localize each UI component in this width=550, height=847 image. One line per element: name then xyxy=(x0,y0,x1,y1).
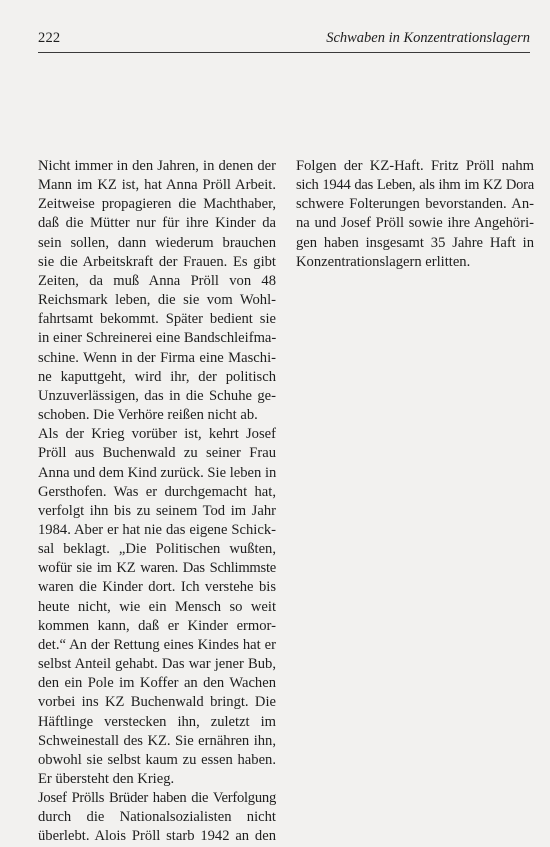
text-line: Folgen der KZ-Haft. Fritz Pröll nahm xyxy=(296,158,534,174)
text-line: Josef Prölls Brüder haben die Verfolgung xyxy=(38,790,276,807)
text-line: überlebt. Alois Pröll starb 1942 an den xyxy=(38,828,276,845)
text-line: durch die Nationalsozialisten nicht xyxy=(38,809,276,826)
text-line: selbst Anteil gehabt. Das war jener Bub, xyxy=(38,656,276,673)
text-line: Reichsmark leben, die sie vom Wohl- xyxy=(38,292,276,309)
text-line: fahrtsamt bekommt. Später bedient sie xyxy=(38,311,276,328)
text-line: waren die Kinder dort. Ich verstehe bis xyxy=(38,579,276,596)
text-line: Gersthofen. Was er durchgemacht hat, xyxy=(38,483,276,500)
text-line: Mann im KZ ist, hat Anna Pröll Arbeit. xyxy=(38,177,276,194)
text-line: Als der Krieg vorüber ist, kehrt Josef xyxy=(38,426,276,443)
text-line: gen haben insgesamt 35 Jahre Haft in xyxy=(296,234,534,251)
text-line: vorbei ins KZ Buchenwald bringt. Die xyxy=(38,694,276,711)
text-line: wofür sie im KZ waren. Das Schlimmste xyxy=(38,560,276,577)
text-line: kommen kann, daß er Kinder ermor- xyxy=(38,617,276,634)
paragraph xyxy=(38,157,276,425)
text-line: heute nicht, wie ein Mensch so weit xyxy=(38,598,276,615)
text-line: Häftlinge verstecken ihn, zuletzt im xyxy=(38,713,276,730)
text-line: Er übersteht den Krieg. xyxy=(38,771,175,787)
text-line: schwere Folterungen bevorstanden. An- xyxy=(296,196,534,213)
paragraph xyxy=(38,425,276,789)
text-line: Konzentrationslagern erlitten. xyxy=(296,253,471,270)
text-line: schoben. Die Verhöre reißen nicht ab. xyxy=(38,407,258,424)
paragraph xyxy=(38,789,276,846)
text-line: verfolgt ihn bis zu seinem Tod im Jahr xyxy=(38,502,276,519)
text-line: Schweinestall des KZ. Sie ernähren ihn, xyxy=(38,732,276,749)
text-line: 1984. Aber er hat nie das eigene Schick- xyxy=(38,521,276,538)
paragraph xyxy=(296,157,534,272)
text-line: schine. Wenn in der Firma eine Maschi- xyxy=(38,349,276,366)
text-line: daß die Mütter nur für ihre Kinder da xyxy=(38,215,276,232)
text-line: obwohl sie selbst kaum zu essen haben. xyxy=(38,751,276,768)
text-line: sich 1944 das Leben, als ihm im KZ Dora xyxy=(296,177,534,194)
text-line: det.“ An der Rettung eines Kindes hat er xyxy=(38,636,276,653)
text-line: sie die Arbeitskraft der Frauen. Es gibt xyxy=(38,253,276,270)
page-header xyxy=(38,30,530,53)
running-title: Schwaben in Konzentrationslagern xyxy=(326,30,530,46)
text-line: Zeitweise propagieren die Machthaber, xyxy=(38,196,276,213)
text-line: Unzuverlässigen, das in die Schuhe ge- xyxy=(38,387,276,404)
text-line: Anna und dem Kind zurück. Sie leben in xyxy=(38,464,277,481)
text-line: den ein Pole im Koffer an den Wachen xyxy=(38,675,276,692)
text-line: na und Josef Pröll sowie ihre Angehöri- xyxy=(296,215,534,232)
text-line: ne kaputtgeht, wird ihr, der politisch xyxy=(38,368,276,385)
text-line: Zeiten, da muß Anna Pröll von 48 xyxy=(38,272,276,289)
text-line: in einer Schreinerei eine Bandschleifma- xyxy=(38,330,277,347)
text-line: sal beklagt. „Die Politischen wußten, xyxy=(38,541,276,558)
text-line: sein sollen, dann wiederum brauchen xyxy=(38,234,276,251)
right-text-column xyxy=(296,157,534,272)
text-line: Pröll aus Buchenwald zu seiner Frau xyxy=(38,445,276,462)
left-text-column xyxy=(38,157,276,847)
text-line: Nicht immer in den Jahren, in denen der xyxy=(38,158,276,174)
page-number: 222 xyxy=(38,30,61,46)
